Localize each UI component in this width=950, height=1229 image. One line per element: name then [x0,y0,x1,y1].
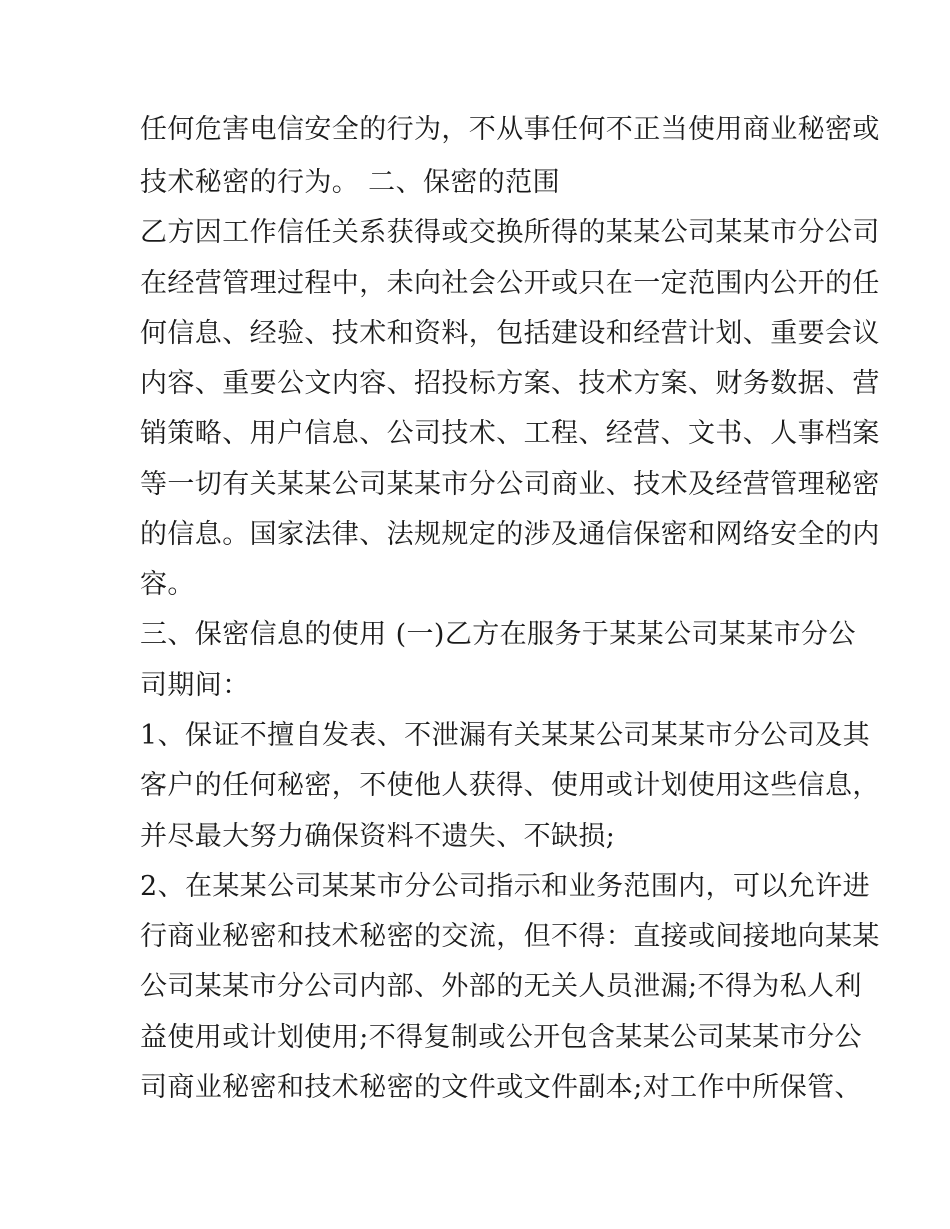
text-line: 在经营管理过程中，未向社会公开或只在一定范围内公开的任 [140,268,880,299]
text-line: 司期间： [140,670,250,701]
text-line: 并尽最大努力确保资料不遗失、不缺损; [140,821,616,852]
text-line: 销策略、用户信息、公司技术、工程、经营、文书、人事档案 [140,418,880,449]
text-line: 乙方因工作信任关系获得或交换所得的某某公司某某市分公司 [140,217,880,248]
text-line: 的信息。国家法律、法规规定的涉及通信保密和网络安全的内 [140,519,880,550]
text-line: 1、保证不擅自发表、不泄漏有关某某公司某某市分公司及其 [140,720,870,751]
text-line: 三、保密信息的使用 (一)乙方在服务于某某公司某某市分公 [140,619,856,650]
text-line: 2、在某某公司某某市分公司指示和业务范围内，可以允许进 [140,871,870,902]
text-line: 益使用或计划使用;不得复制或公开包含某某公司某某市分公 [140,1022,862,1053]
text-line: 客户的任何秘密，不使他人获得、使用或计划使用这些信息， [140,770,880,801]
text-line: 行商业秘密和技术秘密的交流，但不得：直接或间接地向某某 [140,921,880,952]
text-line: 司商业秘密和技术秘密的文件或文件副本;对工作中所保管、 [140,1072,862,1103]
text-line: 任何危害电信安全的行为，不从事任何不正当使用商业秘密或 [140,114,880,145]
text-line: 技术秘密的行为。 二、保密的范围 [140,167,560,198]
text-line: 何信息、经验、技术和资料，包括建设和经营计划、重要会议 [140,318,880,349]
text-line: 内容、重要公文内容、招投标方案、技术方案、财务数据、营 [140,368,880,399]
text-line: 容。 [140,569,195,600]
text-line: 公司某某市分公司内部、外部的无关人员泄漏;不得为私人利 [140,971,862,1002]
text-line: 等一切有关某某公司某某市分公司商业、技术及经营管理秘密 [140,469,880,500]
